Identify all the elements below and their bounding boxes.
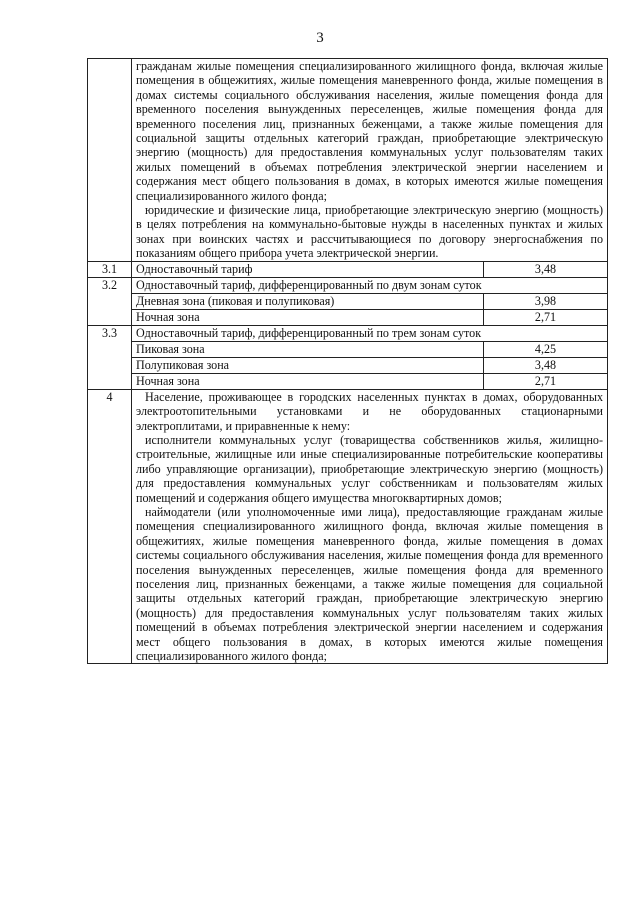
zone-value: 3,98 bbox=[484, 293, 608, 309]
zone-label: Пиковая зона bbox=[132, 341, 484, 357]
continuation-text bbox=[132, 59, 608, 262]
row-label: Одноставочный тариф, дифференцированный по двум зонам суток bbox=[132, 277, 608, 293]
zone-label: Ночная зона bbox=[132, 309, 484, 325]
zone-label: Полупиковая зона bbox=[132, 357, 484, 373]
zone-value: 4,25 bbox=[484, 341, 608, 357]
row-number-cell bbox=[88, 59, 132, 262]
row-number: 3.2 bbox=[88, 277, 132, 325]
zone-value: 2,71 bbox=[484, 309, 608, 325]
row-label: Одноставочный тариф, дифференцированный по трем зонам суток bbox=[132, 325, 608, 341]
table-row bbox=[88, 59, 608, 262]
row-number: 4 bbox=[88, 389, 132, 664]
zone-value: 2,71 bbox=[484, 373, 608, 389]
table-row bbox=[88, 309, 608, 325]
table-row bbox=[88, 293, 608, 309]
table-row bbox=[88, 261, 608, 277]
section-paragraph: наймодатели (или уполномоченные ими лица), предоставляющие гражданам жилые помещения специализированного жилищного фонда, включая жилые помещения в общежитиях, жилые помещения маневренного фонда, жилые помещения в домах системы социального обслуживания населения, жилые помещения фонда для временного поселения вынужденных переселенцев, жилые помещения фонда для временного поселения лиц, признанных беженцами, а также жилые помещения для социальной защиты отдельных категорий граждан, приобретающие электрическую энергию (мощность) для предоставления коммунальных услуг пользователям таких жилых помещений в объемах потребления электрической энергии населением и содержания мест общего пользования в домах, в которых имеются жилые помещения специализированного жилого фонда; bbox=[136, 504, 603, 663]
tariff-table bbox=[87, 58, 608, 664]
table-row bbox=[88, 325, 608, 341]
row-label: Одноставочный тариф bbox=[132, 261, 484, 277]
table-row bbox=[88, 389, 608, 664]
table-row bbox=[88, 373, 608, 389]
table-row bbox=[88, 341, 608, 357]
page-number: 3 bbox=[316, 30, 324, 46]
table-row bbox=[88, 357, 608, 373]
table-row bbox=[88, 277, 608, 293]
zone-label: Ночная зона bbox=[132, 373, 484, 389]
continuation-paragraph: гражданам жилые помещения специализированного жилищного фонда, включая жилые помещения в общежитиях, жилые помещения маневренного фонда, жилые помещения в домах системы социального обслуживания населения, жилые помещения фонда для временного поселения вынужденных переселенцев, жилые помещения фонда для временного поселения лиц, признанных беженцами, а также жилые помещения для социальной защиты отдельных категорий граждан, приобретающие электрическую энергию (мощность) для предоставления коммунальных услуг пользователям таких жилых помещений в объемах потребления электрической энергии населением и содержания мест общего пользования в домах, в которых имеются жилые помещения специализированного жилого фонда; bbox=[136, 59, 603, 203]
continuation-paragraph: юридические и физические лица, приобретающие электрическую энергию (мощность) в целях потребления на коммунально-бытовые нужды в населенных пунктах и жилых зонах при воинских частях и рассчитывающиеся по договору энергоснабжения по показаниям общего прибора учета электрической энергии. bbox=[136, 203, 603, 261]
zone-label: Дневная зона (пиковая и полупиковая) bbox=[132, 293, 484, 309]
zone-value: 3,48 bbox=[484, 357, 608, 373]
row-number: 3.1 bbox=[88, 261, 132, 277]
section-text bbox=[132, 389, 608, 664]
section-paragraph: исполнители коммунальных услуг (товарищества собственников жилья, жилищно-строительные, жилищные или иные специализированные потребительские кооперативы либо управляющие организации), приобретающие электрическую энергию (мощность) для предоставления коммунальных услуг собственникам и пользователям жилых помещений и содержания общего имущества многоквартирных домов; bbox=[136, 432, 603, 505]
row-number: 3.3 bbox=[88, 325, 132, 389]
section-paragraph: Население, проживающее в городских населенных пунктах в домах, оборудованных электроотопительными установками и не оборудованных стационарными электроплитами, и приравненные к нему: bbox=[136, 389, 603, 433]
row-value: 3,48 bbox=[484, 261, 608, 277]
